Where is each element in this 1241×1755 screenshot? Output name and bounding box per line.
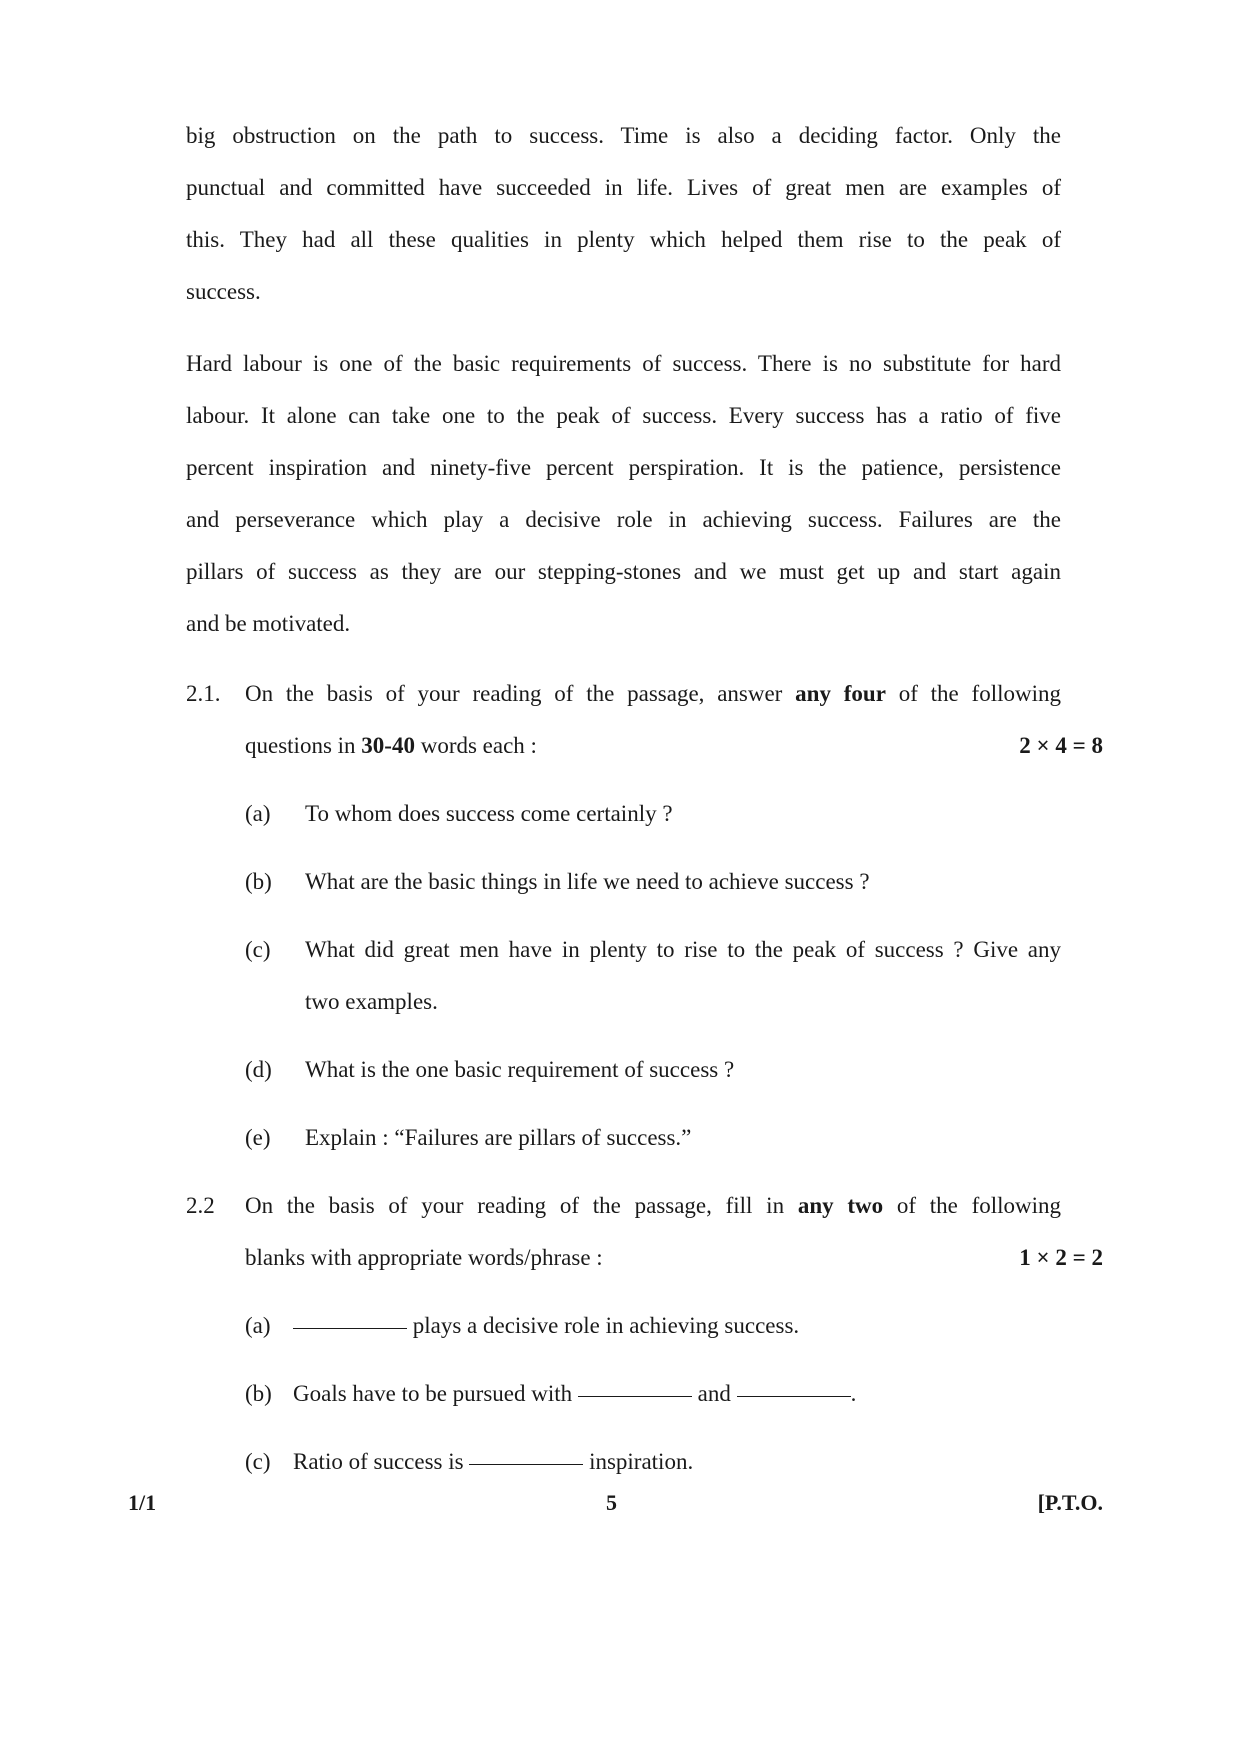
footer-pto: [P.T.O. (1037, 1490, 1103, 1515)
fill-text: and (697, 1381, 731, 1406)
question-2-2-text (245, 1180, 1061, 1284)
passage-paragraph-1 (186, 110, 1061, 318)
sub-question-label: (c) (245, 937, 271, 962)
fill-text: Ratio of success is (293, 1449, 464, 1474)
question-text: words each : (414, 733, 537, 758)
question-line (245, 668, 1061, 720)
marks-allocation: 1 × 2 = 2 (1019, 1245, 1103, 1270)
passage-line: and be motivated. (186, 611, 351, 636)
passage-line: big obstruction on the path to success. Time is also a deciding factor. Only the (186, 123, 1061, 148)
passage-line: this. They had all these qualities in plenty which helped them rise to the peak of (186, 227, 1061, 252)
sub-question-label: (b) (245, 1381, 272, 1406)
fill-blank-item-a (245, 1300, 799, 1352)
sub-question-label: (e) (245, 1125, 271, 1150)
passage-line: pillars of success as they are our stepping-stones and we must get up and start again (186, 559, 1061, 584)
sub-question-text (305, 788, 1061, 840)
answer-blank (469, 1463, 583, 1465)
question-emphasis: 30-40 (361, 733, 415, 758)
fill-text: inspiration. (589, 1449, 694, 1474)
passage-paragraph-2 (186, 338, 1061, 650)
sub-question-text (305, 924, 1061, 1028)
passage-line: punctual and committed have succeeded in life. Lives of great men are examples of (186, 175, 1061, 200)
answer-blank (293, 1327, 407, 1329)
sub-question-label: (c) (245, 1449, 271, 1474)
sub-question-label: (b) (245, 869, 272, 894)
footer-page-number: 5 (606, 1490, 617, 1515)
sub-question-label: (a) (245, 801, 271, 826)
sub-question-text (305, 856, 1061, 908)
sub-question-text (305, 1044, 1061, 1096)
footer-paper-code: 1/1 (128, 1490, 157, 1515)
passage-line: percent inspiration and ninety-five percent perspiration. It is the patience, persistence (186, 455, 1061, 480)
question-text: of the following (883, 1193, 1062, 1218)
question-number: 2.2 (186, 1193, 215, 1218)
sub-question-line: What is the one basic requirement of success ? (305, 1057, 735, 1082)
sub-question-label: (d) (245, 1057, 272, 1082)
passage-line: Hard labour is one of the basic requirements of success. There is no substitute for hard (186, 351, 1061, 376)
fill-text: Goals have to be pursued with (293, 1381, 573, 1406)
question-text: On the basis of your reading of the passage, answer (245, 681, 796, 706)
fill-blank-item-b (245, 1368, 856, 1420)
question-number: 2.1. (186, 681, 221, 706)
fill-text: plays a decisive role in achieving success. (412, 1313, 800, 1338)
sub-question-line: What did great men have in plenty to rise to the peak of success ? Give any (305, 937, 1061, 962)
passage-line: and perseverance which play a decisive role in achieving success. Failures are the (186, 507, 1061, 532)
question-text: questions in (245, 733, 362, 758)
question-text: On the basis of your reading of the passage, fill in (245, 1193, 798, 1218)
sub-question-line: two examples. (305, 989, 438, 1014)
sub-question-line: To whom does success come certainly ? (305, 801, 673, 826)
answer-blank (737, 1395, 851, 1397)
question-emphasis: any four (795, 681, 886, 706)
question-line: blanks with appropriate words/phrase : (245, 1245, 603, 1270)
question-line (245, 720, 1061, 772)
passage-line: labour. It alone can take one to the peak of success. Every success has a ratio of five (186, 403, 1061, 428)
passage-line: success. (186, 279, 261, 304)
question-line (245, 1180, 1061, 1232)
sub-question-text (305, 1112, 1061, 1164)
marks-allocation: 2 × 4 = 8 (1019, 733, 1103, 758)
sub-question-label: (a) (245, 1313, 271, 1338)
fill-blank-item-c (245, 1436, 693, 1488)
question-text: of the following (885, 681, 1061, 706)
question-emphasis: any two (797, 1193, 884, 1218)
fill-text: . (850, 1381, 857, 1406)
question-2-1-text (245, 668, 1061, 772)
answer-blank (578, 1395, 692, 1397)
sub-question-line: What are the basic things in life we need to achieve success ? (305, 869, 870, 894)
sub-question-line: Explain : “Failures are pillars of success.” (305, 1125, 692, 1150)
